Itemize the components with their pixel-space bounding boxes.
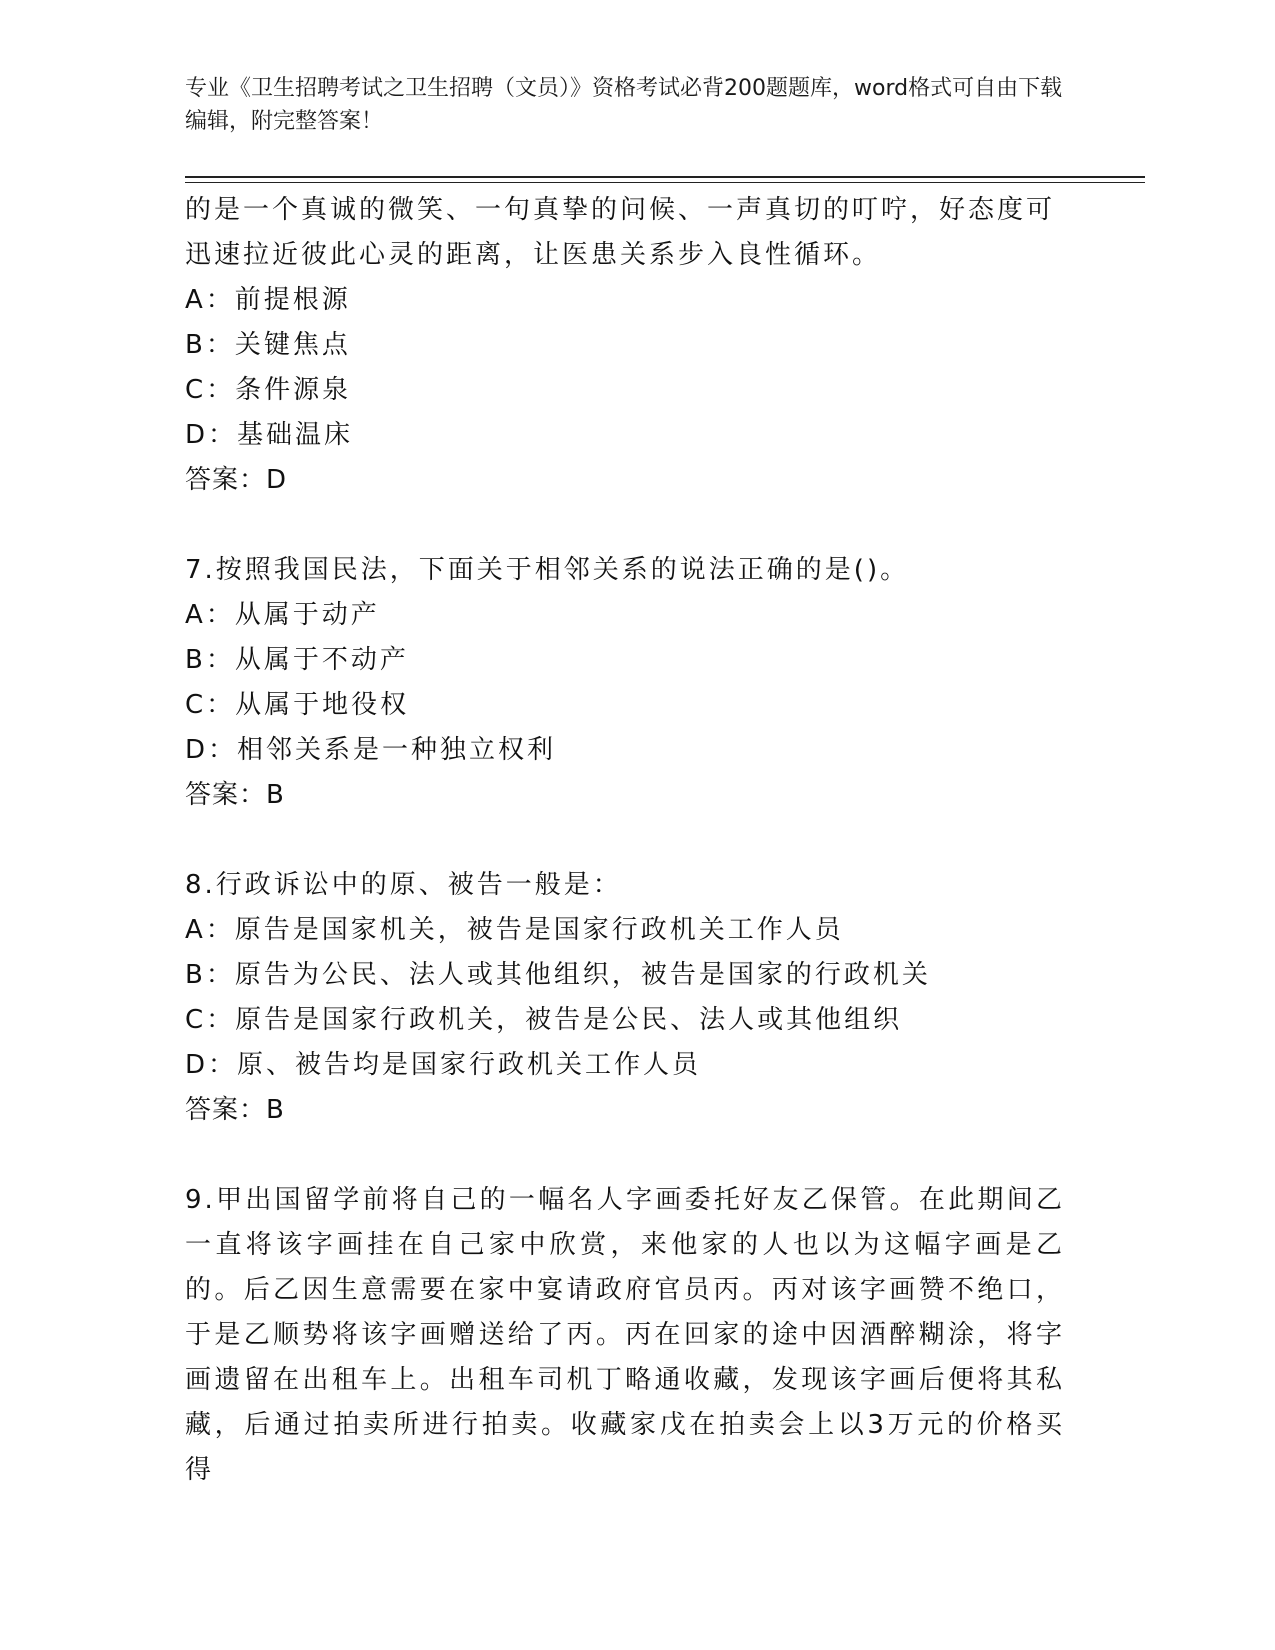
question-8-stem: 8.行政诉讼中的原、被告一般是： [185,870,622,900]
question-6-option-b: B：关键焦点 [185,330,351,360]
question-6-option-a: A：前提根源 [185,285,351,315]
question-8-option-b: B：原告为公民、法人或其他组织，被告是国家的行政机关 [185,960,931,990]
question-7-option-a: A：从属于动产 [185,600,380,630]
question-7-option-d: D：相邻关系是一种独立权利 [185,735,557,765]
header-rule-thick [185,176,1145,178]
question-7-answer: 答案：B [185,780,285,810]
question-8-option-d: D：原、被告均是国家行政机关工作人员 [185,1050,702,1080]
question-8-option-c: C：原告是国家行政机关，被告是公民、法人或其他组织 [185,1005,903,1035]
question-6-option-d: D：基础温床 [185,420,354,450]
question-8-answer: 答案：B [185,1095,285,1125]
document-body [185,188,1065,1493]
question-7-option-c: C：从属于地役权 [185,690,410,720]
spacer [185,503,1065,548]
question-6-continued-text: 的是一个真诚的微笑、一句真挚的问候、一声真切的叮咛，好态度可迅速拉近彼此心灵的距离，让医患关系步入良性循环。 [185,195,1056,270]
spacer [185,818,1065,863]
header-rule-thin [185,182,1145,183]
question-7-stem: 7.按照我国民法，下面关于相邻关系的说法正确的是()。 [185,555,910,585]
question-6-answer: 答案：D [185,465,288,495]
question-9-stem: 9.甲出国留学前将自己的一幅名人字画委托好友乙保管。在此期间乙一直将该字画挂在自己家中欣赏，来他家的人也以为这幅字画是乙的。后乙因生意需要在家中宴请政府官员丙。丙对该字画赞不绝口，于是乙顺势将该字画赠送给了丙。丙在回家的途中因酒醉糊涂，将字画遗留在出租车上。出租车司机丁略通收藏，发现该字画后便将其私藏，后通过拍卖所进行拍卖。收藏家戊在拍卖会上以3万元的价格买得 [185,1185,1065,1485]
question-8-option-a: A：原告是国家机关，被告是国家行政机关工作人员 [185,915,844,945]
question-6-option-c: C：条件源泉 [185,375,352,405]
document-header: 专业《卫生招聘考试之卫生招聘（文员）》资格考试必背200题题库，word格式可自由下载编辑，附完整答案！ [185,76,1063,134]
spacer [185,1133,1065,1178]
question-7-option-b: B：从属于不动产 [185,645,409,675]
